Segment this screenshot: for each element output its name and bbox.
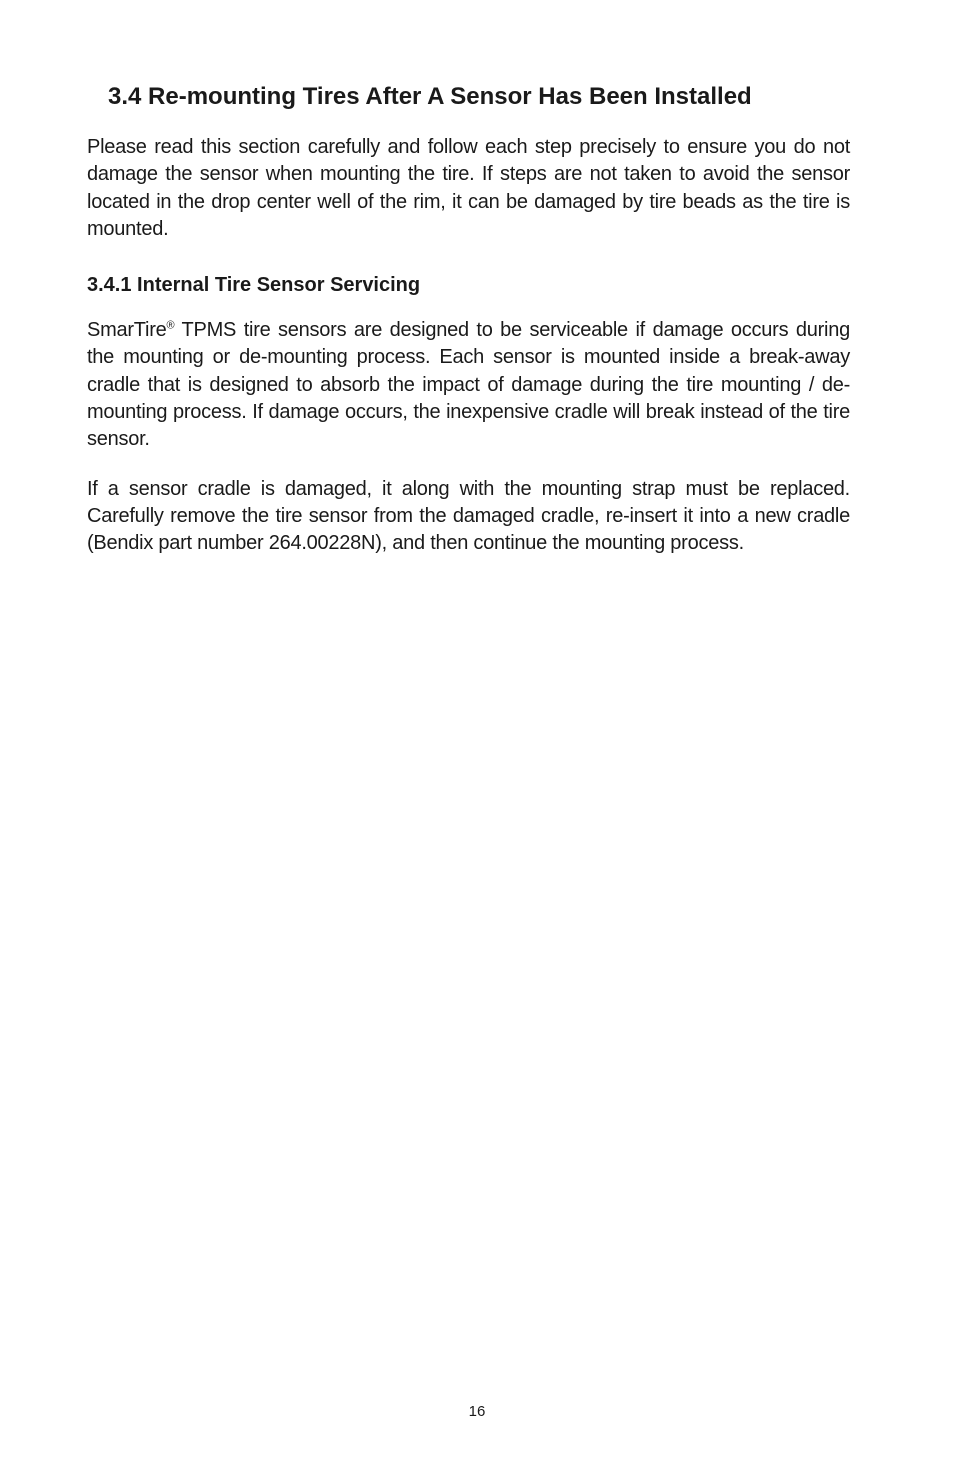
page-number: 16 bbox=[468, 1403, 486, 1420]
section-heading: 3.4 Re-mounting Tires After A Sensor Has Been Installed bbox=[108, 83, 752, 110]
intro-paragraph: Please read this section carefully and follow each step precisely to ensure you do not damage the sensor when mounting the tire. If steps are not taken to avoid the sensor located in the drop center well of the rim, it can be damaged by tire beads as the tire is mounted. bbox=[87, 136, 850, 240]
servicing-text: TPMS tire sensors are designed to be serviceable if damage occurs during the mounting or de-mounting process. Each sensor is mounted inside a break-away cradle that is designed to absorb the impact of damage during the tire mounting / de-mounting process. If damage occurs, the inexpensive cradle will break instead of the tire sensor. bbox=[87, 319, 850, 451]
replacement-paragraph: If a sensor cradle is damaged, it along with the mounting strap must be replaced. Carefully remove the tire sensor from the damaged cradle, re-insert it into a new cradle (Bendix part number 264.00228N), and then continue the mounting process. bbox=[87, 477, 850, 555]
subsection-heading: 3.4.1 Internal Tire Sensor Servicing bbox=[87, 274, 421, 297]
document-page bbox=[87, 80, 850, 580]
registered-mark: ® bbox=[166, 319, 175, 332]
brand-name: SmarTire bbox=[87, 319, 167, 342]
servicing-paragraph bbox=[87, 317, 850, 453]
